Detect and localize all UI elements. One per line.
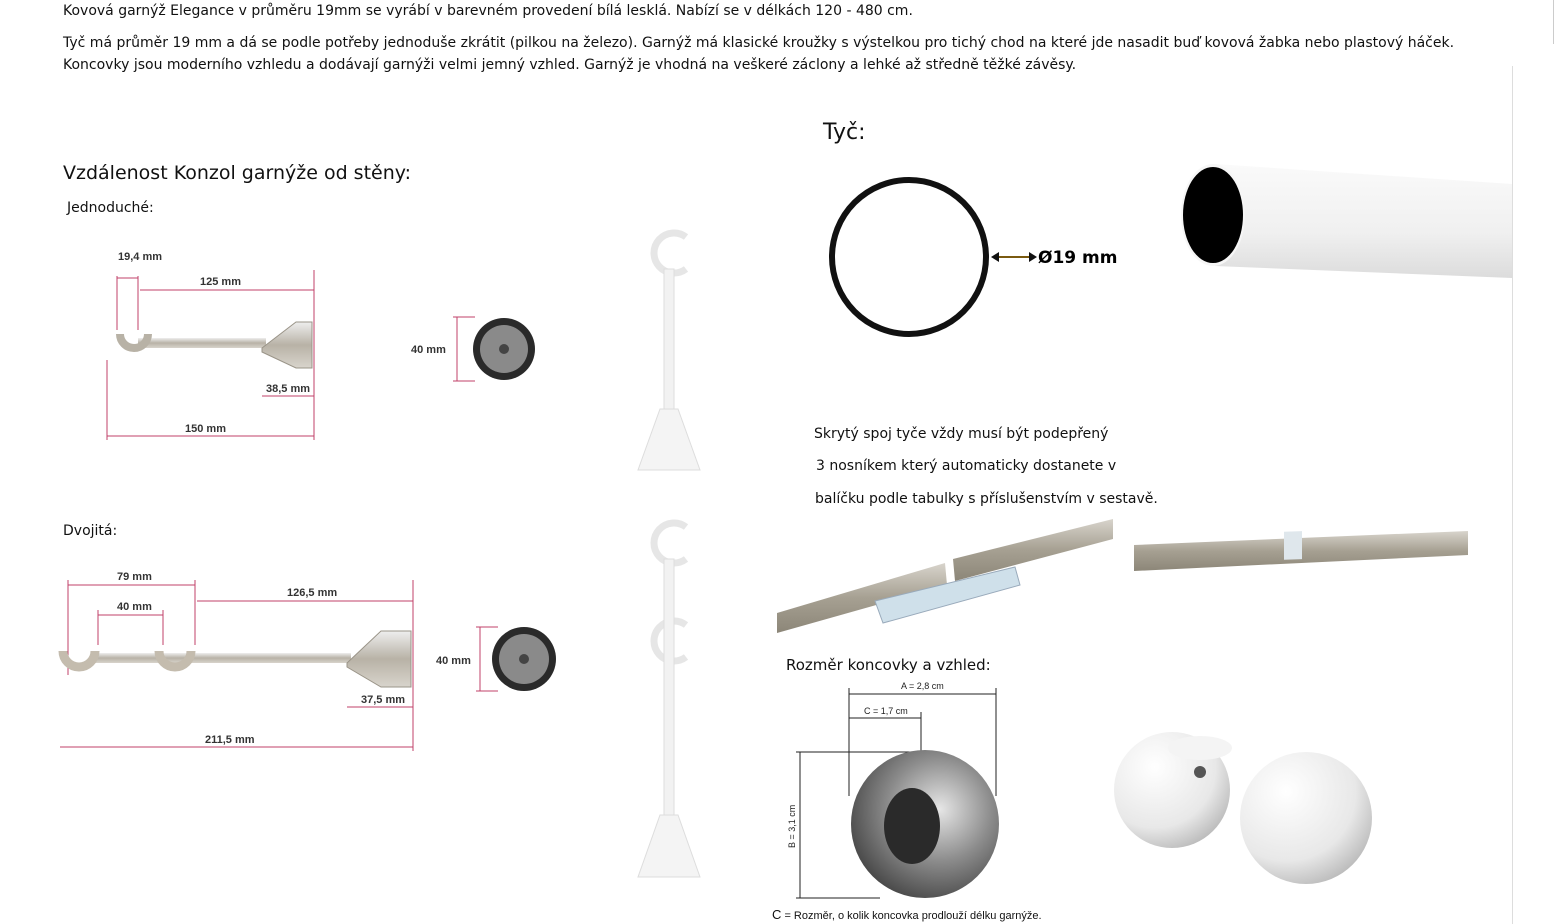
finial-dimension-drawing	[780, 676, 1010, 906]
rod-cross-section	[825, 170, 1135, 345]
intro-line-3: Koncovky jsou moderního vzhledu a dodávají garnýži velmi jemný vzhled. Garnýž je vhodná na veškeré záclony a lehké až středně těžké závěsy.	[63, 57, 1077, 73]
white-rod-photo	[1175, 160, 1515, 280]
finial-dim-c: C = 1,7 cm	[864, 706, 908, 716]
double-white-bracket	[630, 515, 710, 885]
single-label: Jednoduché:	[67, 200, 154, 216]
finial-dim-b: B = 3,1 cm	[787, 804, 797, 848]
double-dim-d: 37,5 mm	[361, 694, 406, 706]
double-dim-c: 126,5 mm	[287, 587, 338, 599]
single-dim-a: 19,4 mm	[118, 251, 163, 263]
rod-heading: Tyč:	[823, 120, 866, 145]
finial-note-c: C	[772, 907, 782, 922]
single-bracket-drawing	[90, 240, 330, 450]
white-finial-photo	[1110, 728, 1380, 898]
joint-line-2: 3 nosníkem který automaticky dostanete v	[816, 458, 1117, 474]
single-plate-drawing	[405, 295, 555, 395]
intro-line-1: Kovová garnýž Elegance v průměru 19mm se vyrábí v barevném provedení bílá lesklá. Nabízí se v délkách 120 - 480 cm.	[63, 3, 913, 19]
double-plate-dim: 40 mm	[436, 655, 471, 667]
single-dim-d: 150 mm	[185, 423, 226, 435]
double-plate-drawing	[430, 605, 580, 705]
double-label: Dvojitá:	[63, 523, 118, 539]
finial-note	[772, 907, 1042, 922]
finial-dim-a: A = 2,8 cm	[901, 681, 944, 691]
joint-line-3: balíčku podle tabulky s příslušenstvím v sestavě.	[815, 491, 1158, 507]
double-bracket-drawing	[55, 565, 420, 755]
rod-diameter: Ø19 mm	[1038, 248, 1118, 268]
finial-note-text: = Rozměr, o kolik koncovka prodlouží délku garnýže.	[784, 910, 1042, 922]
joint-line-1: Skrytý spoj tyče vždy musí být podepřený	[814, 426, 1109, 442]
page-border-top	[1553, 0, 1554, 44]
finial-heading: Rozměr koncovky a vzhled:	[786, 656, 991, 674]
single-dim-b: 125 mm	[200, 276, 241, 288]
rod-joint-photo-closed	[1132, 525, 1472, 585]
double-dim-a: 79 mm	[117, 571, 152, 583]
single-white-bracket	[630, 225, 710, 480]
rod-joint-photo-open	[775, 515, 1115, 635]
double-dim-b: 40 mm	[117, 601, 152, 613]
intro-line-2: Tyč má průměr 19 mm a dá se podle potřeby jednoduše zkrátit (pilkou na železo). Garnýž má klasické kroužky s výstelkou pro tichý chod na které jde nasadit buď kovová žabka nebo plastový háček.	[63, 35, 1455, 51]
single-dim-c: 38,5 mm	[266, 383, 311, 395]
brackets-heading: Vzdálenost Konzol garnýže od stěny:	[63, 162, 412, 184]
single-plate-dim: 40 mm	[411, 344, 446, 356]
double-dim-e: 211,5 mm	[205, 734, 255, 746]
